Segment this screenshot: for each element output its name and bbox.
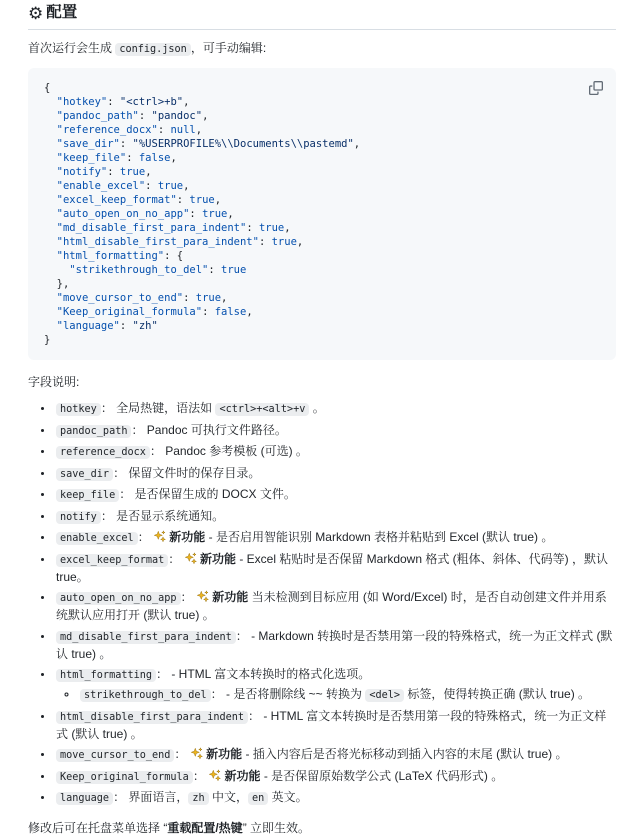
field-item: • auto_open_on_no_app ： 新功能 当未检测到目标应用 (如 Word/Excel) 时，是否自动创建文件并用系统默认应用打开 (默认 true) 。 xyxy=(54,589,616,624)
field-item: • excel_keep_format ： 新功能 - Excel 粘贴时是否保留 Markdown 格式 (粗体、斜体、代码等) ，默认 true。 xyxy=(54,551,616,586)
field-item: • move_cursor_to_end ： 新功能 - 插入内容后是否将光标移动到插入内容的末尾 (默认 true) 。 xyxy=(54,746,616,764)
bold-text: 新功能 xyxy=(169,530,206,544)
bold-text: 重载配置/热键 xyxy=(167,821,243,835)
inline-code: move_cursor_to_end xyxy=(56,749,174,762)
inline-code: en xyxy=(248,792,268,805)
field-item: • reference_docx ： Pandoc 参考模板 (可选) 。 xyxy=(54,443,616,461)
intro-paragraph: 首次运行会生成 config.json ，可手动编辑: xyxy=(28,41,267,55)
inline-code: excel_keep_format xyxy=(56,554,168,567)
code-line: { xyxy=(44,82,51,94)
code-line: "language": "zh" xyxy=(56,320,158,332)
inline-code: zh xyxy=(188,792,208,805)
sparkles-icon xyxy=(190,746,203,763)
config-code-block xyxy=(28,68,616,360)
inline-code: save_dir xyxy=(56,468,113,481)
code-line: "strikethrough_to_del": true xyxy=(69,264,247,276)
code-line: "notify": true, xyxy=(56,166,152,178)
inline-code: pandoc_path xyxy=(56,425,131,438)
code-line: "html_formatting": { xyxy=(56,250,184,262)
sparkles-icon xyxy=(196,589,209,606)
code-line: "html_disable_first_para_indent": true, xyxy=(56,236,304,248)
code-line: }, xyxy=(44,278,70,290)
inline-code: strikethrough_to_del xyxy=(80,689,211,702)
field-item: • html_disable_first_para_indent ： - HTML 富文本转换时是否禁用第一段的特殊格式，统一为正文样式 (默认 true) 。 xyxy=(54,708,616,743)
code-line: "auto_open_on_no_app": true, xyxy=(56,208,234,220)
field-item: • hotkey ： 全局热键，语法如 <ctrl>+<alt>+v 。 xyxy=(54,400,616,418)
inline-code: html_disable_first_para_indent xyxy=(56,711,248,724)
inline-code: <del> xyxy=(365,689,404,702)
gear-icon: ⚙ xyxy=(28,3,44,23)
field-item: • Keep_original_formula ： 新功能 - 是否保留原始数学公式 (LaTeX 代码形式) 。 xyxy=(54,768,616,786)
field-item: • pandoc_path ： Pandoc 可执行文件路径。 xyxy=(54,422,616,440)
inline-code: language xyxy=(56,792,113,805)
bold-text: 新功能 xyxy=(199,551,236,566)
code-line: "excel_keep_format": true, xyxy=(56,194,222,206)
field-item: • enable_excel ： 新功能 - 是否启用智能识别 Markdown 表格并粘贴到 Excel (默认 true) 。 xyxy=(54,529,616,547)
code-line: } xyxy=(44,334,51,346)
inline-code: <ctrl>+<alt>+v xyxy=(215,403,309,416)
sparkles-icon xyxy=(208,768,221,785)
bold-text: 新功能 xyxy=(212,590,249,604)
footer-paragraph: 修改后可在托盘菜单选择 “重载配置/热键” 立即生效。 xyxy=(28,821,311,835)
code-line: "move_cursor_to_end": true, xyxy=(56,292,228,304)
sparkles-icon xyxy=(153,529,166,546)
code-block-content xyxy=(44,81,600,347)
code-line: "md_disable_first_para_indent": true, xyxy=(56,222,291,234)
code-line: "pandoc_path": "pandoc", xyxy=(56,110,209,122)
field-item: • md_disable_first_para_indent ： - Markdown 转换时是否禁用第一段的特殊格式，统一为正文样式 (默认 true) 。 xyxy=(54,628,616,663)
copy-icon xyxy=(589,81,603,95)
inline-code: reference_docx xyxy=(56,446,150,459)
field-item: • notify ： 是否显示系统通知。 xyxy=(54,508,616,526)
field-item: • keep_file ： 是否保留生成的 DOCX 文件。 xyxy=(54,486,616,504)
inline-code: keep_file xyxy=(56,489,119,502)
inline-code: notify xyxy=(56,511,101,524)
field-item: • save_dir ： 保留文件时的保存目录。 xyxy=(54,465,616,483)
code-line: "enable_excel": true, xyxy=(56,180,190,192)
inline-code: md_disable_first_para_indent xyxy=(56,631,236,644)
code-line: "Keep_original_formula": false, xyxy=(56,306,253,318)
bold-text: 新功能 xyxy=(224,768,261,783)
page-title xyxy=(28,3,616,30)
field-item: • language ： 界面语言， zh 中文， en 英文。 xyxy=(54,789,616,807)
code-line: "reference_docx": null, xyxy=(56,124,203,136)
sparkles-icon xyxy=(184,551,197,568)
inline-code: html_formatting xyxy=(56,669,156,682)
code-line: "save_dir": "%USERPROFILE%\\Documents\\pastemd", xyxy=(56,138,361,150)
page-title-text: 配置 xyxy=(46,4,78,21)
inline-code: hotkey xyxy=(56,403,101,416)
sub-fields-list xyxy=(56,686,616,704)
fields-list xyxy=(28,400,616,807)
copy-button[interactable] xyxy=(584,76,608,100)
code-line: "keep_file": false, xyxy=(56,152,177,164)
field-item: • html_formatting ： - HTML 富文本转换时的格式化选项。 ◦ strikethrough_to_del ： - 是否将删除线 ~~ 转换为 <del> 标签，使得转换正确 (默认 true) 。 xyxy=(54,666,616,704)
inline-code: Keep_original_formula xyxy=(56,771,193,784)
inline-code: enable_excel xyxy=(56,532,138,545)
inline-code: config.json xyxy=(115,43,190,56)
bold-text: 新功能 xyxy=(206,747,243,761)
code-line: "hotkey": "<ctrl>+b", xyxy=(56,96,190,108)
inline-code: auto_open_on_no_app xyxy=(56,592,181,605)
sub-field-item: ◦ strikethrough_to_del ： - 是否将删除线 ~~ 转换为 <del> 标签，使得转换正确 (默认 true) 。 xyxy=(78,686,616,704)
fields-heading: 字段说明: xyxy=(28,375,80,389)
